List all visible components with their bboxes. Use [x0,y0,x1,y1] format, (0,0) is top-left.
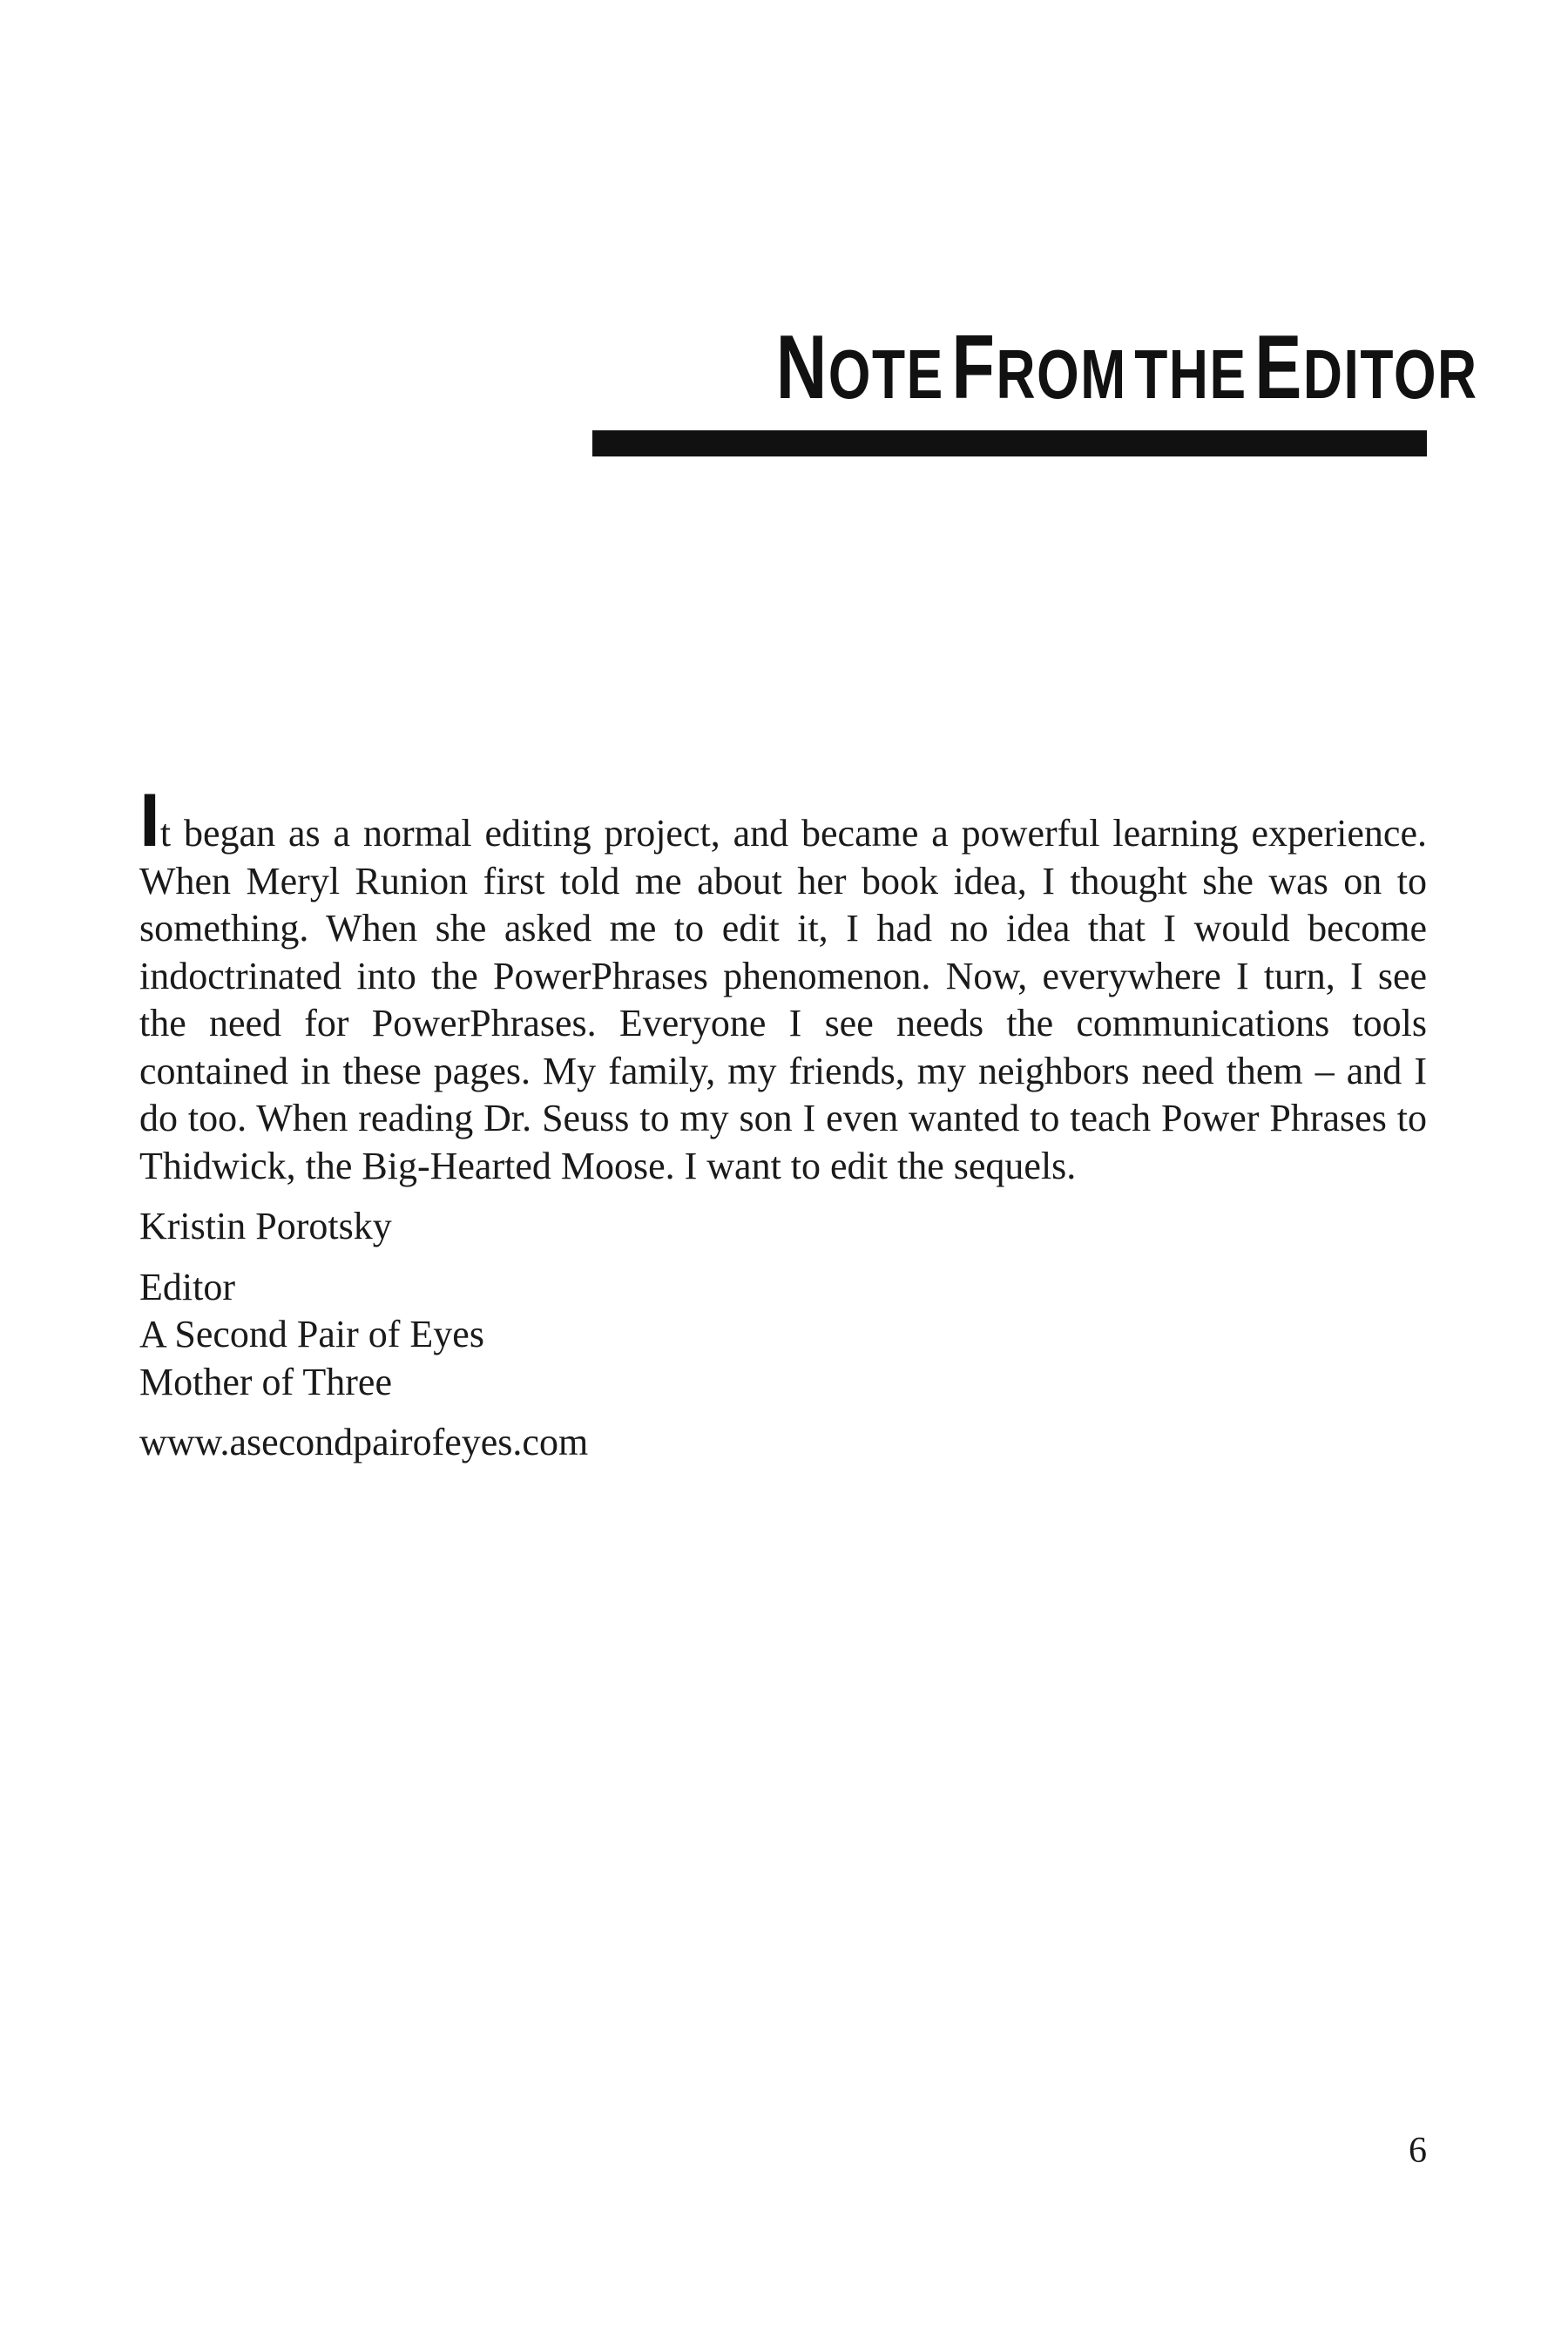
signature-name: Kristin Porotsky [139,1205,392,1247]
heading-text: OTE [828,335,944,413]
heading-text: ROM [996,335,1127,413]
heading-initial: E [1254,317,1303,418]
signature-role: Editor [139,1265,235,1308]
page-title [775,317,1478,418]
drop-cap: I [139,779,160,862]
heading-rule [592,430,1427,456]
signature-company: A Second Pair of Eyes [139,1313,484,1355]
editor-note [139,779,1427,1467]
heading-initial: N [775,317,828,418]
signature-note: Mother of Three [139,1360,392,1403]
heading-initial: F [951,317,997,418]
heading-text: THE [1134,335,1247,413]
heading-text: DITOR [1302,335,1478,413]
page-number: 6 [1409,2131,1427,2171]
chapter-heading [592,317,1478,456]
signature-block [139,1264,1427,1407]
paragraph-text: t began as a normal editing project, and became a powerful learning experience. When Meryl Runion first told me about her book idea, I thought she was on to something. When she asked me to edit it, I had no idea that I would become indoctrinated into the PowerPhrases phenomenon. Now, everywhere I turn, I see the need for PowerPhrases. Everyone I see needs the communications tools contained in these pages. My family, my friends, my neighbors need them – and I do too. When reading Dr. Seuss to my son I even wanted to teach Power Phrases to Thidwick, the Big-Hearted Moose. I want to edit the sequels. [139,812,1427,1187]
body-paragraph [139,779,1427,1190]
website-url: www.asecondpairofeyes.com [139,1421,589,1463]
